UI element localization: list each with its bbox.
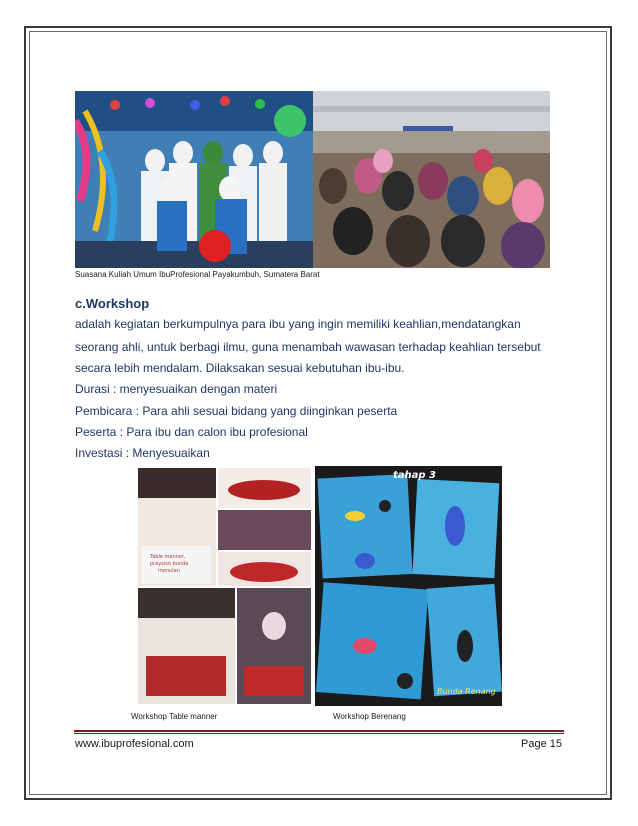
table-card-line-2: praysisn bunda [150, 561, 189, 567]
audience-photo [313, 91, 550, 268]
berenang-caption: Workshop Berenang [333, 712, 406, 721]
footer-website: www.ibuprofesional.com [75, 738, 194, 750]
paragraph-line: adalah kegiatan berkumpulnya para ibu yang ingin memiliki keahlian,mendatangkan [75, 317, 521, 331]
table-card-line-1: Table manner, [150, 554, 186, 560]
footer-rule-thin [74, 733, 564, 734]
seminar-stage-photo [75, 91, 313, 268]
paragraph-line: seorang ahli, untuk berbagi ilmu, guna menambah wawasan terhadap keahlian tersebut [75, 340, 541, 354]
detail-investasi: Investasi : Menyesuaikan [75, 446, 210, 460]
detail-durasi: Durasi : menyesuaikan dengan materi [75, 382, 278, 396]
detail-pembicara: Pembicara : Para ahli sesuai bidang yang diinginkan peserta [75, 404, 398, 418]
table-manner-collage [136, 466, 313, 706]
swimming-collage [315, 466, 502, 706]
paragraph-line: secara lebih mendalam. Dilaksakan sesuai kebutuhan ibu-ibu. [75, 361, 405, 375]
footer-page-number: Page 15 [521, 738, 562, 750]
seminar-caption: Suasana Kuliah Umum IbuProfesional Payakumbuh, Sumatera Barat [75, 270, 320, 279]
table-card-line-3: menulan [158, 568, 180, 574]
tahap-label: tahap 3 [393, 470, 436, 481]
footer-rule [74, 730, 564, 732]
table-manner-caption: Workshop Table manner [131, 712, 218, 721]
detail-peserta: Peserta : Para ibu dan calon ibu profesional [75, 425, 308, 439]
section-heading: c.Workshop [75, 296, 150, 311]
bunda-renang-label: Bunda Renang [437, 687, 496, 696]
